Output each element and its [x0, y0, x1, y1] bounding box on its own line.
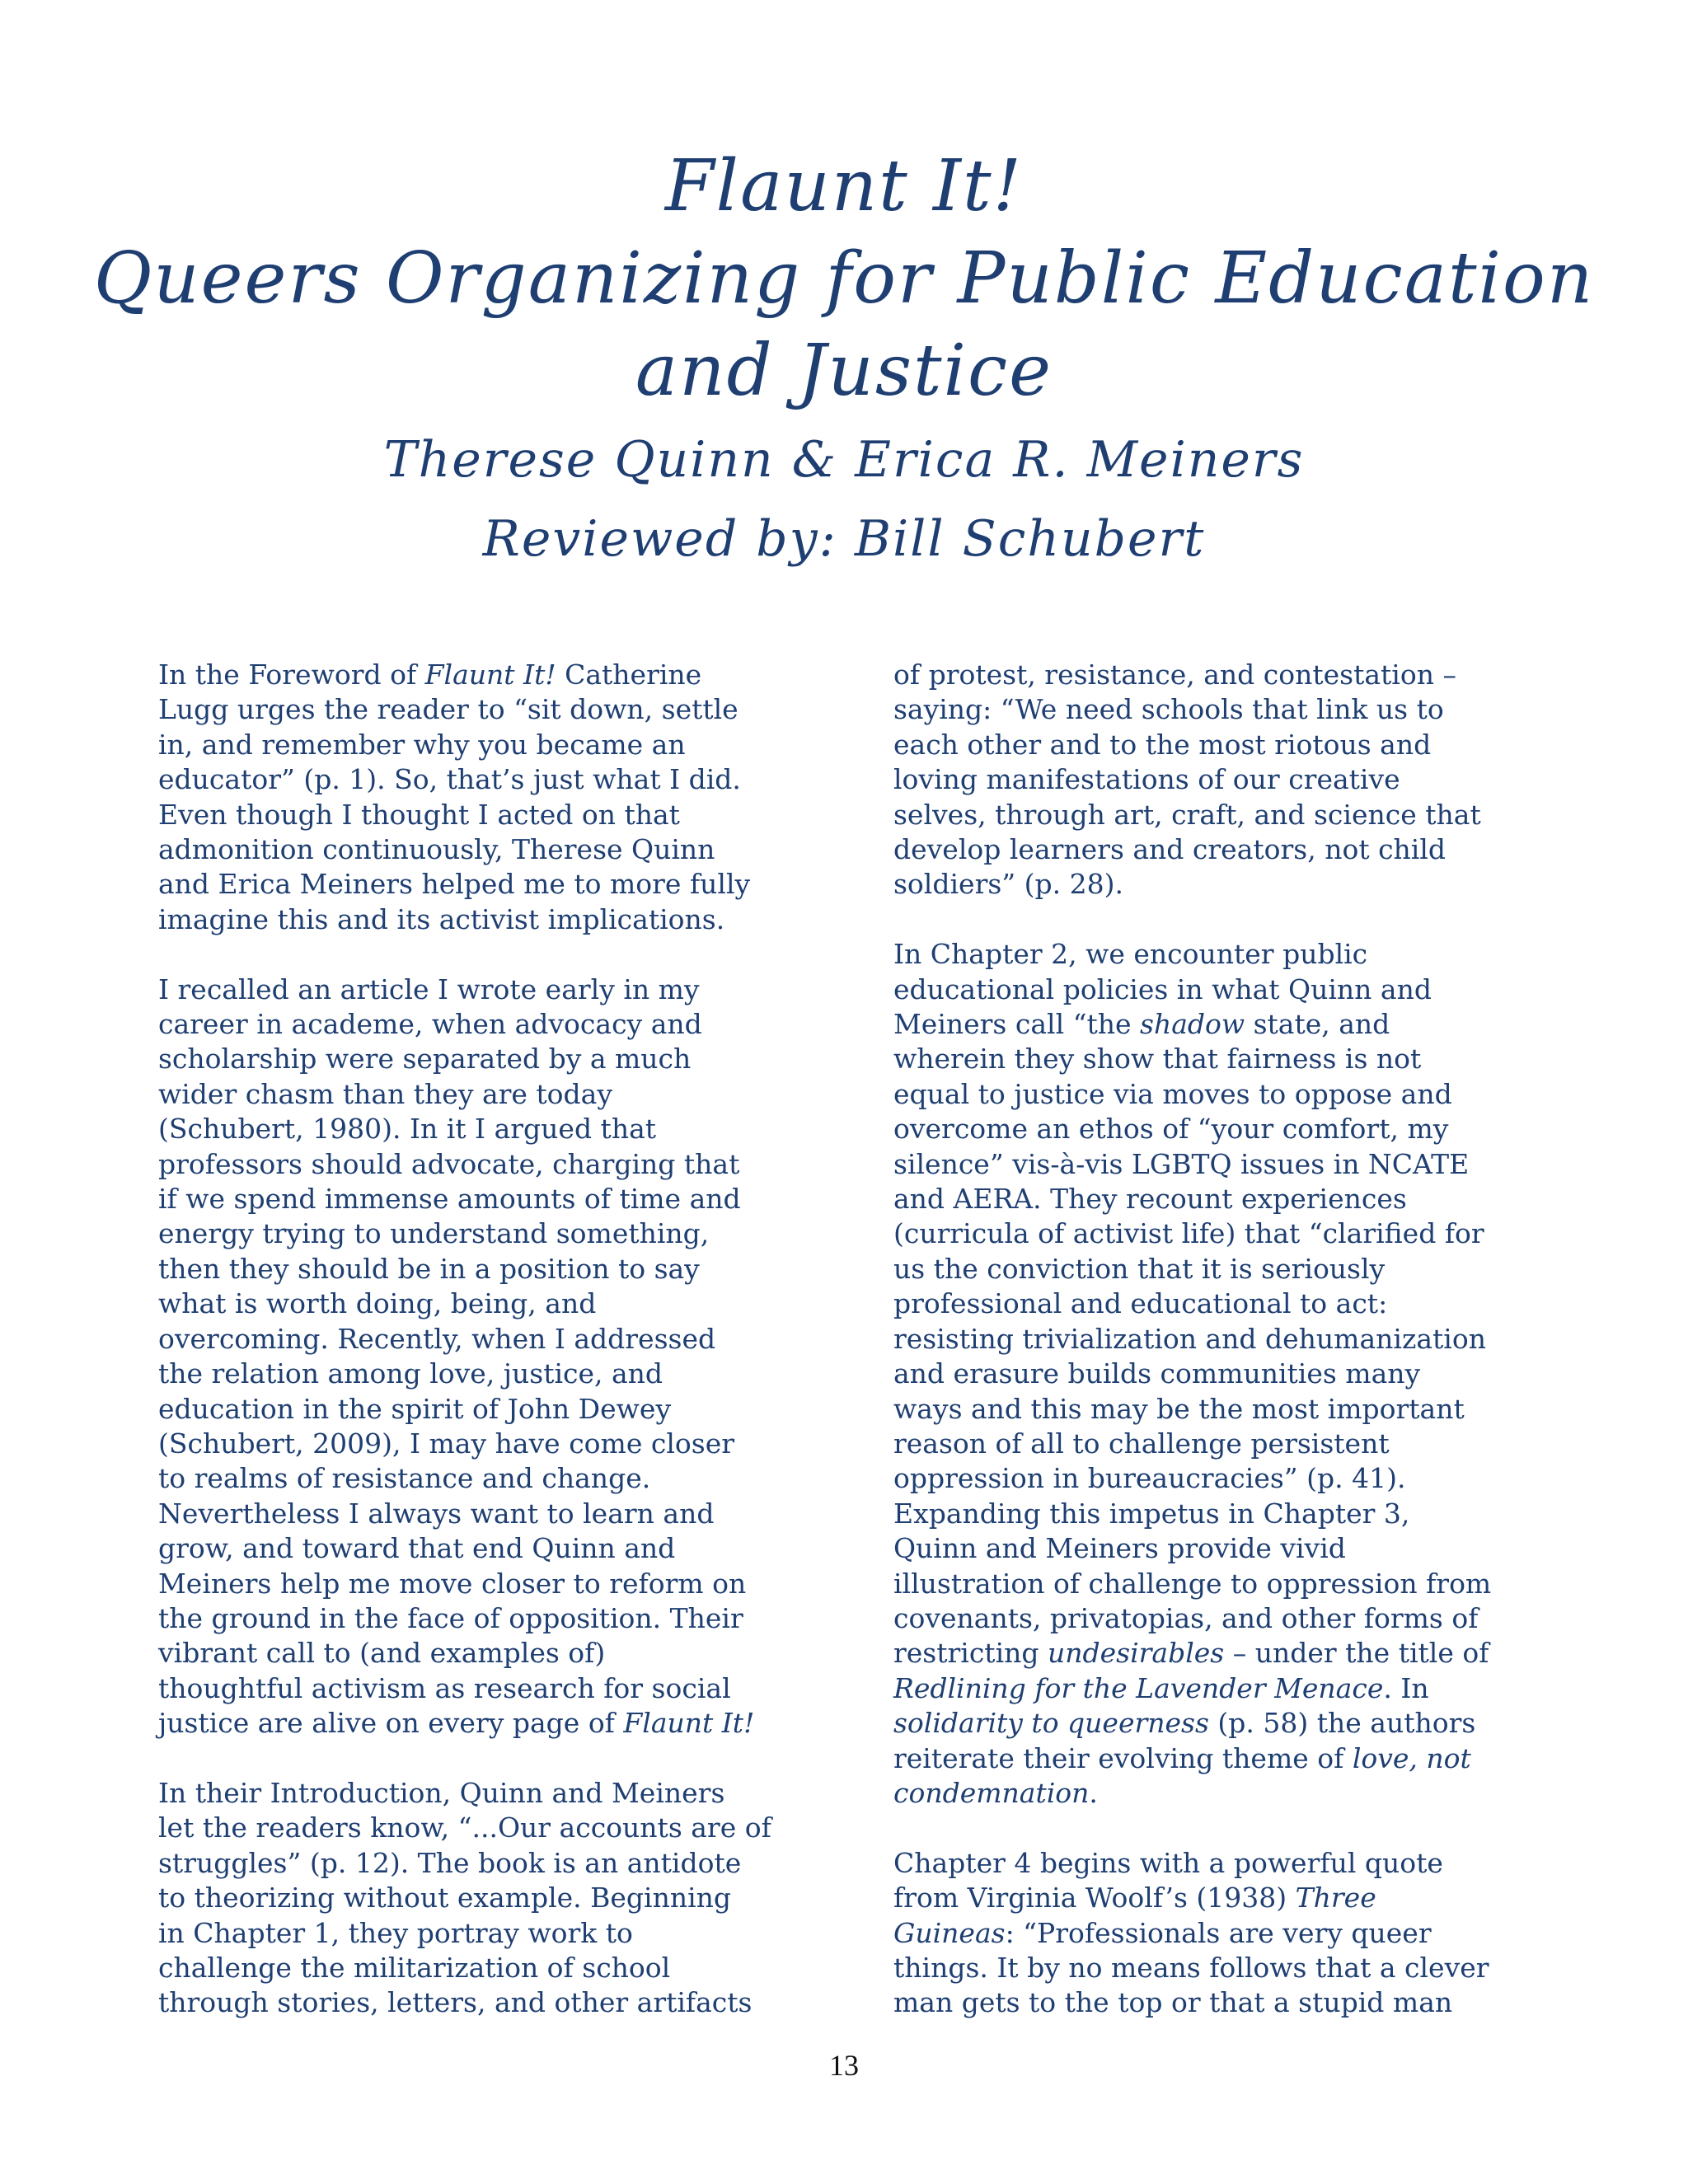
text-line: [893, 658, 1545, 692]
text-line: [893, 1846, 1545, 1881]
body-paragraph: [893, 937, 1545, 1811]
text-line: [893, 1252, 1545, 1286]
text-run: Expanding this impetus in Chapter 3,: [893, 1497, 1410, 1530]
text-run: man gets to the top or that a stupid man: [893, 1986, 1453, 2019]
text-line: [158, 1811, 809, 1845]
text-run: Quinn and Meiners provide vivid: [893, 1532, 1346, 1565]
text-line: [158, 1497, 809, 1531]
text-line: [893, 1182, 1545, 1216]
text-run: – under the title of: [1224, 1637, 1489, 1670]
text-line: [158, 692, 809, 727]
text-run: I recalled an article I wrote early in my: [158, 972, 700, 1005]
text-run: Chapter 4 begins with a powerful quote: [893, 1846, 1443, 1879]
title-block: [0, 140, 1688, 579]
text-line: [158, 1985, 809, 2020]
text-line: [158, 1147, 809, 1182]
text-line: [893, 867, 1545, 902]
text-line: [158, 1531, 809, 1566]
text-run: (curricula of activist life) that “clarified for: [893, 1217, 1484, 1250]
text-line: [893, 1147, 1545, 1182]
text-run: in Chapter 1, they portray work to: [158, 1916, 633, 1949]
text-line: [158, 1636, 809, 1671]
italic-title-run: undesirables: [1048, 1637, 1225, 1670]
text-line: [158, 1392, 809, 1427]
text-run: resisting trivialization and dehumanization: [893, 1322, 1486, 1355]
text-run: the ground in the face of opposition. Their: [158, 1601, 743, 1634]
review-column-left: [158, 658, 809, 2021]
text-run: energy trying to understand something,: [158, 1217, 710, 1250]
text-line: [158, 972, 809, 1007]
italic-title-run: Flaunt It!: [623, 1707, 755, 1740]
text-line: [893, 1392, 1545, 1427]
text-run: challenge the militarization of school: [158, 1952, 671, 1984]
text-line: [893, 1286, 1545, 1321]
text-line: [158, 762, 809, 797]
text-line: [893, 1077, 1545, 1112]
text-run: selves, through art, craft, and science that: [893, 798, 1481, 831]
text-run: In the Foreword of: [158, 658, 425, 691]
text-run: saying: “We need schools that link us to: [893, 693, 1444, 726]
text-run: . In: [1383, 1671, 1429, 1704]
text-run: (p. 58) the authors: [1208, 1707, 1476, 1740]
book-title-line-3: and Justice: [635, 330, 1053, 412]
text-run: .: [1089, 1776, 1098, 1809]
text-run: to theorizing without example. Beginning: [158, 1882, 732, 1915]
text-run: each other and to the most riotous and: [893, 728, 1432, 761]
text-line: [158, 1112, 809, 1146]
text-line: [893, 1357, 1545, 1391]
text-line: [158, 1077, 809, 1112]
text-line: [158, 1357, 809, 1391]
italic-title-run: condemnation: [893, 1776, 1090, 1809]
text-run: and erasure builds communities many: [893, 1357, 1421, 1390]
text-run: wherein they show that fairness is not: [893, 1043, 1422, 1076]
text-run: and Erica Meiners helped me to more fully: [158, 868, 751, 901]
text-run: educator” (p. 1). So, that’s just what I did.: [158, 763, 741, 796]
text-line: [158, 1846, 809, 1881]
text-line: [158, 1007, 809, 1042]
text-line: [158, 1776, 809, 1811]
italic-title-run: solidarity to queerness: [893, 1707, 1209, 1740]
text-run: Nevertheless I always want to learn and: [158, 1497, 715, 1530]
text-run: (Schubert, 2009), I may have come closer: [158, 1427, 734, 1460]
text-run: thoughtful activism as research for social: [158, 1671, 731, 1704]
text-run: career in academe, when advocacy and: [158, 1008, 702, 1041]
page-number: 13: [829, 2049, 859, 2082]
body-paragraph: [158, 1776, 809, 2021]
text-line: [158, 658, 809, 692]
text-line: [158, 1252, 809, 1286]
text-run: professors should advocate, charging that: [158, 1147, 740, 1180]
text-run: let the readers know, “...Our accounts are of: [158, 1811, 771, 1844]
text-line: [158, 1706, 809, 1741]
text-line: [158, 1182, 809, 1216]
italic-title-run: Three: [1295, 1882, 1376, 1915]
text-run: then they should be in a position to say: [158, 1252, 700, 1285]
text-line: [893, 1567, 1545, 1601]
text-line: [893, 798, 1545, 832]
text-run: loving manifestations of our creative: [893, 763, 1400, 796]
text-line: [893, 1951, 1545, 1985]
text-run: scholarship were separated by a much: [158, 1043, 692, 1076]
text-line: [158, 728, 809, 762]
text-line: [893, 1497, 1545, 1531]
text-run: justice are alive on every page of: [158, 1707, 624, 1740]
body-paragraph: [158, 658, 809, 937]
text-run: and AERA. They recount experiences: [893, 1183, 1407, 1216]
text-line: [893, 1601, 1545, 1636]
text-run: education in the spirit of John Dewey: [158, 1392, 672, 1425]
text-run: of protest, resistance, and contestation –: [893, 658, 1456, 691]
text-line: [893, 972, 1545, 1007]
text-run: In Chapter 2, we encounter public: [893, 938, 1368, 971]
text-run: the relation among love, justice, and: [158, 1357, 663, 1390]
text-run: wider chasm than they are today: [158, 1077, 612, 1110]
text-run: from Virginia Woolf’s (1938): [893, 1882, 1296, 1915]
text-run: professional and educational to act:: [893, 1287, 1388, 1320]
text-run: overcome an ethos of “your comfort, my: [893, 1113, 1449, 1146]
text-line: [893, 1112, 1545, 1146]
text-line: [158, 1881, 809, 1915]
text-run: in, and remember why you became an: [158, 728, 686, 761]
text-line: [158, 1567, 809, 1601]
text-line: [893, 1881, 1545, 1915]
text-run: if we spend immense amounts of time and: [158, 1183, 741, 1216]
text-run: Catherine: [556, 658, 702, 691]
text-run: grow, and toward that end Quinn and: [158, 1532, 676, 1565]
text-line: [893, 1706, 1545, 1741]
text-run: soldiers” (p. 28).: [893, 868, 1123, 901]
text-run: vibrant call to (and examples of): [158, 1637, 606, 1670]
text-line: [158, 1916, 809, 1951]
text-run: what is worth doing, being, and: [158, 1287, 597, 1320]
text-run: equal to justice via moves to oppose and: [893, 1077, 1452, 1110]
text-run: Even though I thought I acted on that: [158, 798, 680, 831]
text-run: ways and this may be the most important: [893, 1392, 1465, 1425]
reviewer-credit: Reviewed by: Bill Schubert: [482, 510, 1206, 568]
text-line: [893, 1741, 1545, 1776]
text-run: to realms of resistance and change.: [158, 1462, 651, 1495]
text-line: [893, 1776, 1545, 1811]
text-line: [893, 1461, 1545, 1496]
text-line: [158, 1216, 809, 1251]
text-run: In their Introduction, Quinn and Meiners: [158, 1776, 725, 1809]
text-line: [158, 1286, 809, 1321]
text-line: [158, 1671, 809, 1706]
text-run: reason of all to challenge persistent: [893, 1427, 1390, 1460]
text-run: restricting: [893, 1637, 1048, 1670]
text-run: oppression in bureaucracies” (p. 41).: [893, 1462, 1406, 1495]
italic-title-run: love, not: [1352, 1741, 1471, 1774]
text-run: through stories, letters, and other artifacts: [158, 1986, 753, 2019]
text-run: Meiners help me move closer to reform on: [158, 1567, 747, 1600]
text-run: educational policies in what Quinn and: [893, 972, 1432, 1005]
text-line: [158, 867, 809, 902]
text-run: (Schubert, 1980). In it I argued that: [158, 1113, 657, 1146]
text-line: [893, 1985, 1545, 2020]
text-run: imagine this and its activist implications.: [158, 902, 725, 935]
text-run: Lugg urges the reader to “sit down, settle: [158, 693, 738, 726]
text-line: [158, 1427, 809, 1461]
text-run: state, and: [1245, 1008, 1390, 1041]
text-run: Meiners call “the: [893, 1008, 1141, 1041]
text-run: struggles” (p. 12). The book is an antidote: [158, 1846, 742, 1879]
text-line: [158, 1951, 809, 1985]
text-run: reiterate their evolving theme of: [893, 1741, 1353, 1774]
text-line: [158, 902, 809, 937]
text-line: [893, 1042, 1545, 1076]
text-line: [893, 728, 1545, 762]
text-line: [158, 1601, 809, 1636]
italic-title-run: Guineas: [893, 1916, 1006, 1949]
italic-title-run: Redlining for the Lavender Menace: [893, 1671, 1384, 1704]
text-line: [893, 1216, 1545, 1251]
review-column-right: [893, 658, 1545, 2021]
text-run: us the conviction that it is seriously: [893, 1252, 1386, 1285]
text-run: admonition continuously, Therese Quinn: [158, 833, 715, 866]
book-title-line-2: Queers Organizing for Public Education: [93, 237, 1595, 320]
body-paragraph: [158, 972, 809, 1741]
text-run: : “Professionals are very queer: [1005, 1916, 1432, 1949]
italic-title-run: shadow: [1140, 1008, 1245, 1041]
text-line: [893, 1007, 1545, 1042]
text-line: [158, 832, 809, 867]
text-line: [893, 1916, 1545, 1951]
text-line: [893, 1671, 1545, 1706]
text-line: [158, 798, 809, 832]
text-line: [893, 762, 1545, 797]
body-paragraph: [893, 1846, 1545, 2021]
text-run: illustration of challenge to oppression from: [893, 1567, 1492, 1600]
body-paragraph: [893, 658, 1545, 902]
text-line: [893, 692, 1545, 727]
text-line: [158, 1461, 809, 1496]
text-line: [893, 937, 1545, 972]
text-line: [893, 832, 1545, 867]
italic-title-run: Flaunt It!: [424, 658, 556, 691]
book-title-line-1: Flaunt It!: [664, 145, 1024, 227]
text-line: [893, 1636, 1545, 1671]
text-line: [158, 1042, 809, 1076]
text-run: things. It by no means follows that a clever: [893, 1952, 1489, 1984]
book-authors: Therese Quinn & Erica R. Meiners: [383, 431, 1305, 489]
text-run: overcoming. Recently, when I addressed: [158, 1322, 716, 1355]
text-line: [893, 1531, 1545, 1566]
text-line: [893, 1322, 1545, 1357]
text-line: [158, 1322, 809, 1357]
text-line: [893, 1427, 1545, 1461]
text-run: develop learners and creators, not child: [893, 833, 1447, 866]
text-run: covenants, privatopias, and other forms of: [893, 1601, 1479, 1634]
text-run: silence” vis-à-vis LGBTQ issues in NCATE: [893, 1147, 1470, 1180]
